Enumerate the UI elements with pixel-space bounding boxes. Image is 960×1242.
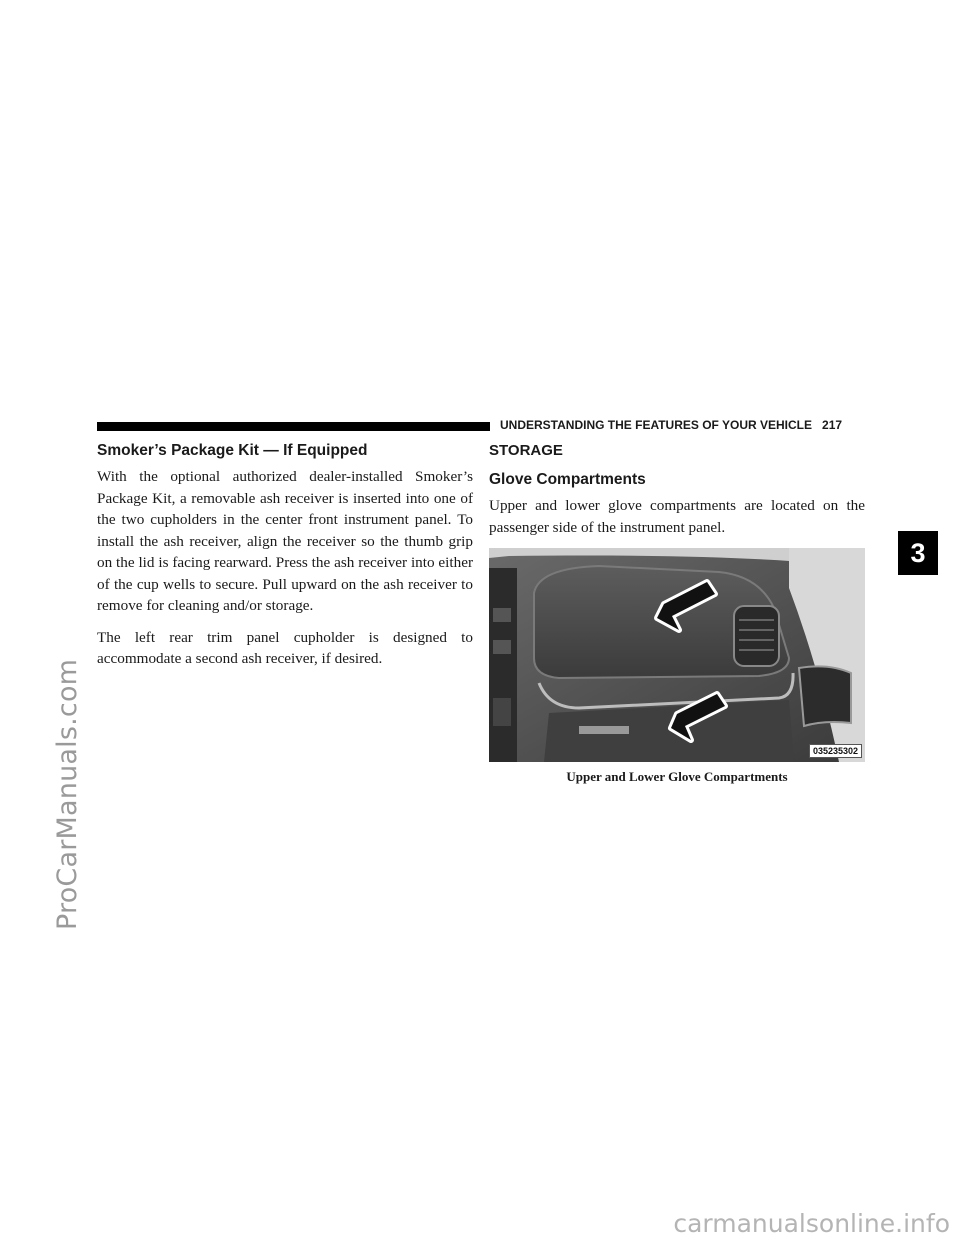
glove-compartments-heading: Glove Compartments: [489, 471, 646, 488]
left-column: [97, 442, 473, 680]
glove-compartments-paragraph: Upper and lower glove compartments are located on the passenger side of the instrument panel.: [489, 497, 865, 536]
smokers-kit-paragraph-1: With the optional authorized dealer-installed Smoker’s Package Kit, a removable ash receiver is inserted into one of the two cupholders in the center front instrument panel. To install the ash receiver, align the receiver so the thumb grip on the lid is facing rearward. Press the ash receiver into either of the cup wells to secure. Pull upward on the ash receiver to remove for cleaning and/or storage.: [97, 468, 473, 614]
figure-code: 035235302: [809, 744, 862, 758]
page-number: 217: [822, 418, 843, 432]
glove-compartments-photo: [489, 548, 865, 762]
storage-title: STORAGE: [489, 442, 563, 459]
smokers-kit-paragraph-2: The left rear trim panel cupholder is designed to accommodate a second ash receiver, if desired.: [97, 628, 473, 667]
running-header: [500, 418, 842, 432]
figure-caption: Upper and Lower Glove Compartments: [566, 769, 788, 784]
header-title: UNDERSTANDING THE FEATURES OF YOUR VEHICLE: [500, 418, 813, 432]
watermark-carmanualsonline: carmanualsonline.info: [673, 1209, 950, 1238]
instrument-panel-illustration: [489, 548, 865, 762]
smokers-kit-heading: Smoker’s Package Kit — If Equipped: [97, 442, 368, 459]
right-column: [489, 442, 865, 785]
section-tab: 3: [898, 531, 938, 575]
watermark-procarmanuals: ProCarManuals.com: [52, 658, 83, 930]
header-rule: [97, 422, 490, 431]
